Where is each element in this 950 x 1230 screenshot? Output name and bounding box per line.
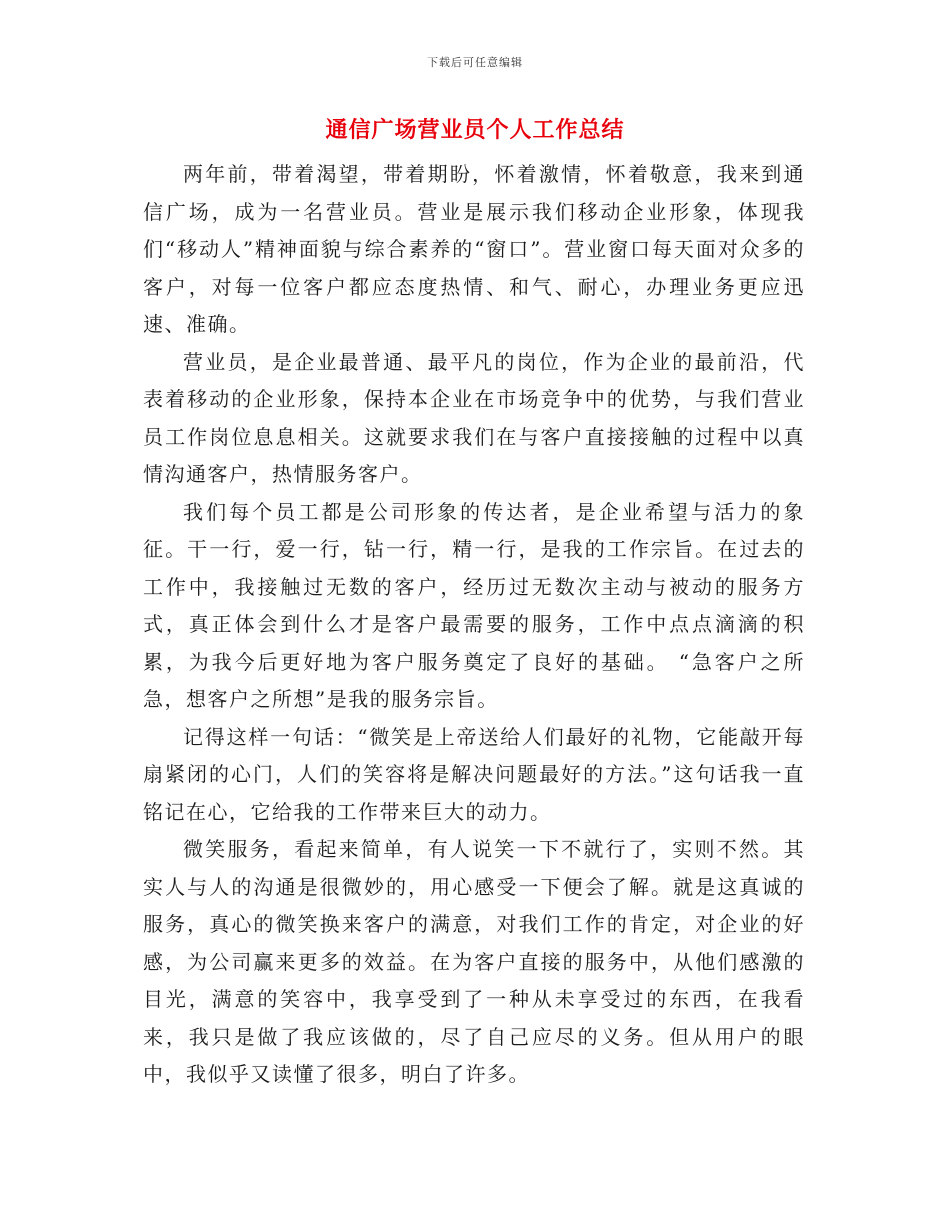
- document-title: 通信广场营业员个人工作总结: [325, 117, 625, 143]
- paragraph-2: 营业员，是企业最普通、最平凡的岗位，作为企业的最前沿，代表着移动的企业形象，保持本企业在市场竞争中的优势，与我们营业员工作岗位息息相关。这就要求我们在与客户直接接触的过程中以真情沟通客户，热情服务客户。: [143, 349, 805, 486]
- document-body: [143, 156, 805, 1094]
- paragraph-4: 记得这样一句话：“微笑是上帝送给人们最好的礼物，它能敲开每扇紧闭的心门，人们的笑容将是解决问题最好的方法。”这句话我一直铭记在心，它给我的工作带来巨大的动力。: [143, 724, 805, 824]
- paragraph-5: 微笑服务，看起来简单，有人说笑一下不就行了，实则不然。其实人与人的沟通是很微妙的，用心感受一下便会了解。就是这真诚的服务，真心的微笑换来客户的满意，对我们工作的肯定，对企业的好感，为公司赢来更多的效益。在为客户直接的服务中，从他们感激的目光，满意的笑容中，我享受到了一种从未享受过的东西，在我看来，我只是做了我应该做的，尽了自己应尽的义务。但从用户的眼中，我似乎又读懂了很多，明白了许多。: [143, 837, 805, 1086]
- page-header-note: 下载后可任意编辑: [427, 56, 523, 69]
- paragraph-1: 两年前，带着渴望，带着期盼，怀着激情，怀着敬意，我来到通信广场，成为一名营业员。营业是展示我们移动企业形象，体现我们“移动人”精神面貌与综合素养的“窗口”。营业窗口每天面对众多的客户，对每一位客户都应态度热情、和气、耐心，办理业务更应迅速、准确。: [143, 162, 805, 336]
- paragraph-3: 我们每个员工都是公司形象的传达者，是企业希望与活力的象征。干一行，爱一行，钻一行，精一行，是我的工作宗旨。在过去的工作中，我接触过无数的客户，经历过无数次主动与被动的服务方式，真正体会到什么才是客户最需要的服务，工作中点点滴滴的积累，为我今后更好地为客户服务奠定了良好的基础。 “急客户之所急，想客户之所想”是我的服务宗旨。: [143, 499, 805, 711]
